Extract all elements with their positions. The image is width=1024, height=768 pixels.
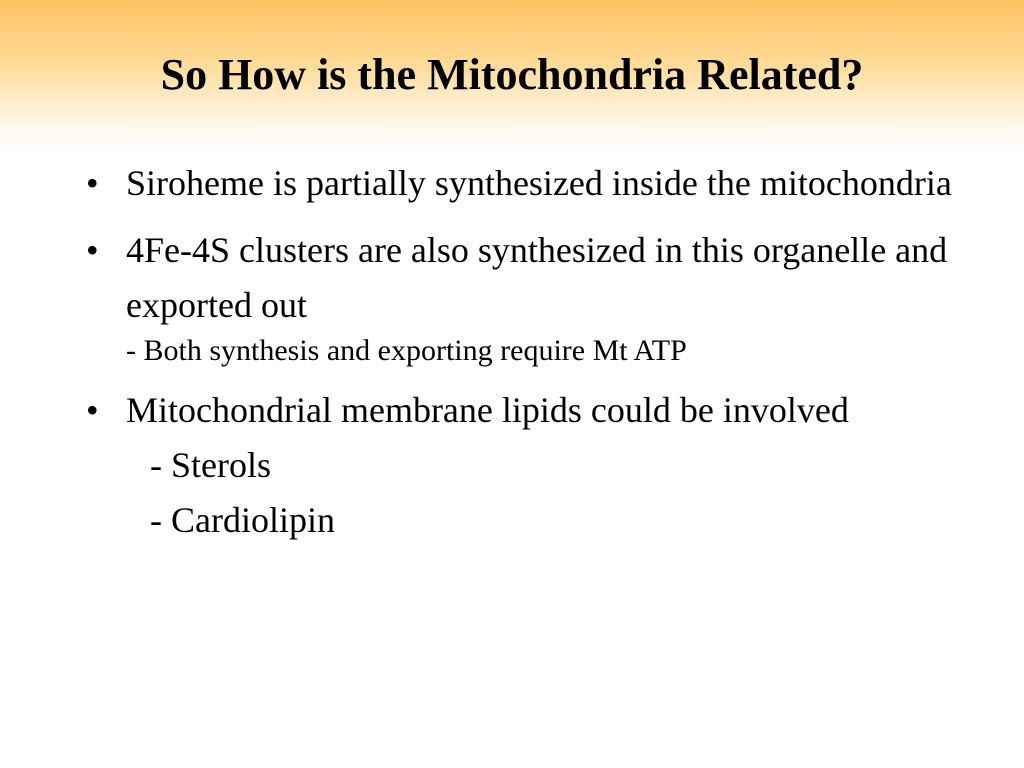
bullet-text: 4Fe-4S clusters are also synthesized in this organelle and exported out bbox=[126, 230, 948, 325]
bullet-text: Siroheme is partially synthesized inside the mitochondria bbox=[126, 163, 952, 203]
bullet-item-2 bbox=[86, 223, 986, 371]
sub-point: - Both synthesis and exporting require Mt ATP bbox=[126, 334, 687, 367]
bullet-dot-icon: • bbox=[86, 163, 99, 203]
slide-body bbox=[86, 156, 986, 560]
bullet-dot-icon: • bbox=[86, 390, 99, 430]
bullet-item-1 bbox=[86, 156, 986, 211]
sub-point-cardiolipin: - Cardiolipin bbox=[150, 500, 335, 540]
sub-point-sterols: - Sterols bbox=[150, 445, 271, 485]
slide-title: So How is the Mitochondria Related? bbox=[160, 50, 864, 99]
bullet-text: Mitochondrial membrane lipids could be involved bbox=[126, 390, 849, 430]
bullet-dot-icon: • bbox=[86, 230, 99, 270]
bullet-item-3 bbox=[86, 383, 986, 548]
